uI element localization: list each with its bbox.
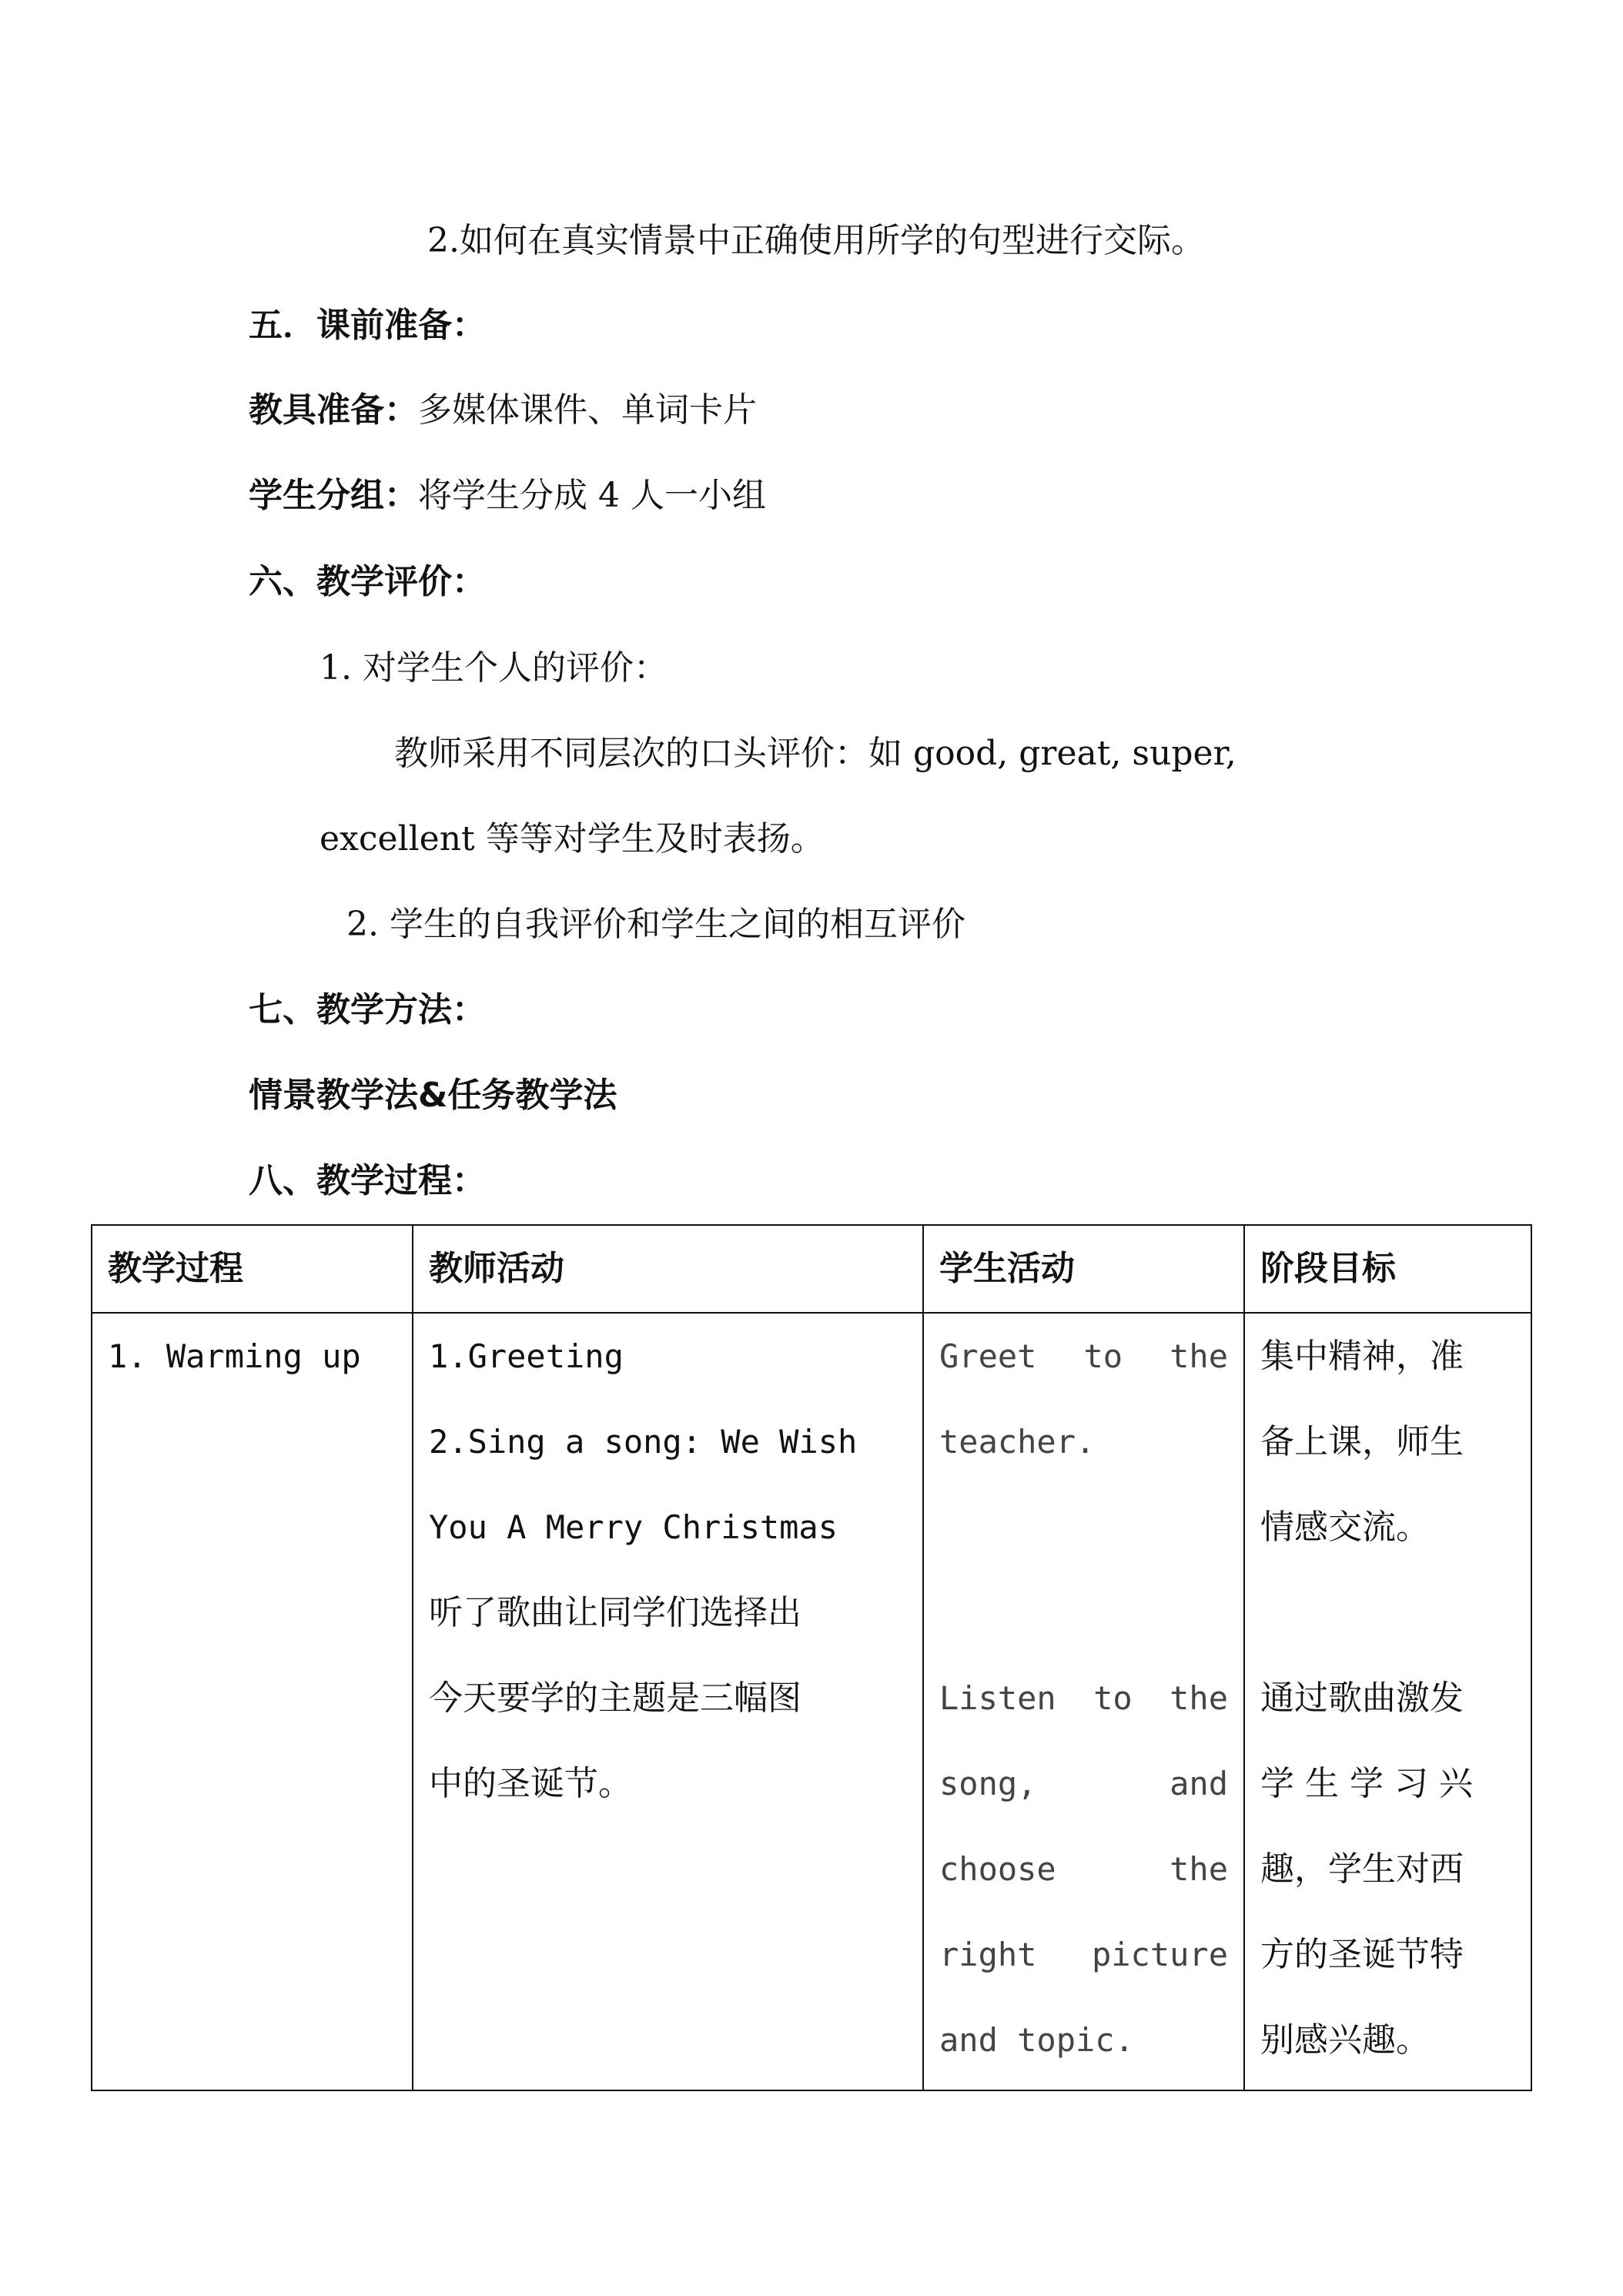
table-row — [92, 1313, 1531, 2090]
student-word: to — [1093, 1679, 1133, 1717]
teacher-line: 听了歌曲让同学们选择出 — [429, 1593, 801, 1632]
tools-line — [249, 387, 757, 433]
teacher-line: 2.Sing a song: We Wish — [429, 1423, 858, 1461]
student-line — [939, 1320, 1228, 1405]
header-student: 学生活动 — [923, 1225, 1244, 1313]
spacer — [939, 1491, 1228, 1576]
student-line — [939, 1918, 1228, 2003]
eval-1-desc-a: 教师采用不同层次的口头评价：如 good, great, super, — [394, 734, 1236, 773]
eval-1-desc-b: excellent 等等对学生及时表扬。 — [320, 819, 825, 858]
teacher-line: 中的圣诞节。 — [429, 1764, 632, 1803]
student-word: and — [1170, 1765, 1228, 1802]
student-line — [939, 1747, 1228, 1832]
student-line — [939, 1662, 1228, 1747]
student-line — [939, 1832, 1228, 1918]
spacer — [1260, 1576, 1515, 1662]
tools-value: 多媒体课件、单词卡片 — [418, 390, 757, 430]
header-teacher: 教师活动 — [413, 1225, 923, 1313]
teacher-line: 1.Greeting — [429, 1337, 624, 1375]
cell-goal — [1244, 1313, 1531, 2090]
cell-process — [92, 1313, 413, 2090]
teaching-process-table — [91, 1224, 1532, 2091]
eval-1: 1. 对学生个人的评价： — [320, 648, 668, 688]
section-5-title: 五．课前准备： — [249, 306, 486, 345]
student-word: the — [1170, 1850, 1228, 1888]
goal-line: 情感交流。 — [1260, 1508, 1430, 1547]
goal-line: 集中精神，准 — [1260, 1337, 1464, 1376]
cell-teacher — [413, 1313, 923, 2090]
student-word: right — [939, 1936, 1037, 1973]
eval-2: 2. 学生的自我评价和学生之间的相互评价 — [346, 905, 965, 944]
header-process: 教学过程 — [92, 1225, 413, 1313]
student-word: the — [1170, 1337, 1228, 1375]
student-word: song, — [939, 1765, 1037, 1802]
section-8-title: 八、教学过程： — [249, 1161, 486, 1200]
student-line: teacher. — [939, 1423, 1096, 1461]
teacher-line: You A Merry Christmas — [429, 1508, 838, 1546]
point-2: 2.如何在真实情景中正确使用所学的句型进行交际。 — [427, 221, 1205, 260]
spacer — [939, 1576, 1228, 1662]
table-header-row — [92, 1225, 1531, 1313]
student-word: Greet — [939, 1337, 1037, 1375]
goal-line: 趣，学生对西 — [1260, 1849, 1464, 1889]
section-7-title: 七、教学方法： — [249, 990, 486, 1029]
goal-line: 方的圣诞节特 — [1260, 1935, 1464, 1974]
tools-label: 教具准备： — [249, 390, 418, 430]
groups-value: 将学生分成 4 人一小组 — [418, 476, 766, 515]
groups-line — [249, 473, 766, 519]
cell-student — [923, 1313, 1244, 2090]
goal-line: 通过歌曲激发 — [1260, 1678, 1464, 1718]
header-goal: 阶段目标 — [1244, 1225, 1531, 1313]
groups-label: 学生分组： — [249, 476, 418, 515]
process-name: 1. Warming up — [108, 1337, 361, 1375]
goal-line: 备上课，师生 — [1260, 1422, 1464, 1461]
section-6-title: 六、教学评价： — [249, 562, 486, 601]
student-line: and topic. — [939, 2021, 1134, 2059]
student-word: picture — [1091, 1936, 1228, 1973]
student-word: the — [1170, 1679, 1228, 1717]
student-word: choose — [939, 1850, 1056, 1888]
student-word: Listen — [939, 1679, 1056, 1717]
goal-line: 学 生 学 习 兴 — [1260, 1764, 1473, 1803]
student-word: to — [1083, 1337, 1123, 1375]
methods: 情景教学法&任务教学法 — [249, 1076, 617, 1115]
goal-line: 别感兴趣。 — [1260, 2020, 1430, 2060]
teacher-line: 今天要学的主题是三幅图 — [429, 1678, 801, 1718]
